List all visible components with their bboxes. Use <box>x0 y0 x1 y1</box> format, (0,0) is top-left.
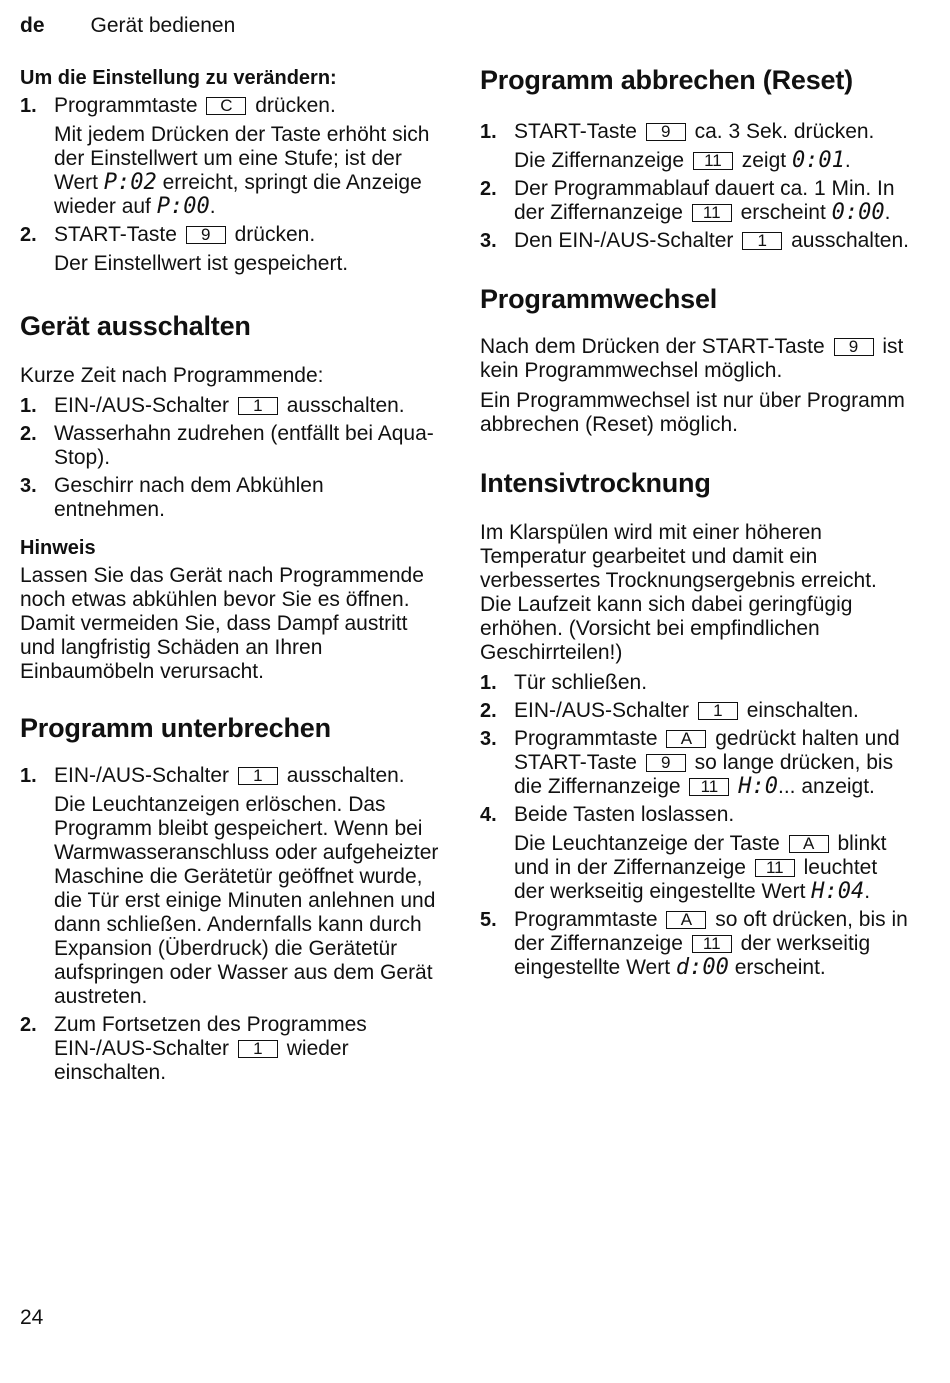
program-change-heading: Programmwechsel <box>480 284 718 314</box>
drying-step-3: 3. Programmtaste A gedrückt halten und START-Taste 9 so lange drücken, bis die Ziffernanzeige 11 H:0... anzeigt. <box>480 727 900 799</box>
right-column <box>480 64 910 984</box>
setting-step-2-detail: Der Einstellwert ist gespeichert. <box>54 252 349 275</box>
step-number: 3. <box>480 728 497 750</box>
interrupt-step-1: 1. EIN-/AUS-Schalter 1 ausschalten. Die Leuchtanzeigen erlöschen. Das Programm bleibt gespeichert. Wenn bei Warmwasseranschluss oder aufgeheizter Maschine die Gerätetür geöffnet wurde, die Tür erst einige Minuten anlehnen und dann schließen. Andernfalls kann durch Expansion (Überdruck) die Gerätetür aufspringen oder Wasser aus dem Gerät austreten. <box>20 764 439 1008</box>
switch-off-intro: Kurze Zeit nach Programmende: <box>20 364 324 387</box>
program-key-a: A <box>666 730 706 748</box>
section-title: Gerät bedienen <box>90 14 236 37</box>
left-column <box>20 66 440 1089</box>
switch-off-step-1: 1. EIN-/AUS-Schalter 1 ausschalten. <box>20 394 405 417</box>
setting-step-1 <box>20 94 440 219</box>
drying-step-2: 2. EIN-/AUS-Schalter 1 einschalten. <box>480 699 859 722</box>
program-key-c: C <box>206 97 246 115</box>
display-value: 0:01 <box>791 148 845 173</box>
start-key: 9 <box>646 123 686 141</box>
setting-section <box>20 66 440 276</box>
power-switch-key: 1 <box>238 397 278 415</box>
intensive-drying-heading: Intensivtrocknung <box>480 468 711 498</box>
step-number: 4. <box>480 804 497 826</box>
display-value: H:0 <box>738 774 778 799</box>
drying-step-4: 4. Beide Tasten loslassen. Die Leuchtanzeige der Taste A blinkt und in der Ziffernanzeige 11 leuchtet der werkseitig eingestellte Wert H:04. <box>480 803 910 904</box>
intensive-drying-section <box>480 467 910 980</box>
page-header <box>20 14 235 38</box>
reset-step-1-detail: Die Ziffernanzeige 11 zeigt 0:01. <box>514 148 851 173</box>
program-key-a: A <box>789 835 829 853</box>
power-switch-key: 1 <box>742 232 782 250</box>
switch-off-step-3: 3. Geschirr nach dem Abkühlen entnehmen. <box>20 474 324 521</box>
setting-step-2: 2. START-Taste 9 drücken. Der Einstellwert ist gespeichert. <box>20 223 440 276</box>
step-number: 1. <box>480 121 497 143</box>
digit-display-key: 11 <box>693 152 733 170</box>
language-label: de <box>20 14 45 37</box>
start-key: 9 <box>186 226 226 244</box>
interrupt-section <box>20 712 440 1085</box>
reset-section <box>480 64 910 253</box>
display-value: P:02 <box>103 170 157 195</box>
reset-heading: Programm abbrechen (Reset) <box>480 65 853 95</box>
power-switch-key: 1 <box>238 1040 278 1058</box>
step-number: 3. <box>20 475 37 497</box>
switch-off-step-2: 2. Wasserhahn zudrehen (entfällt bei Aqua-Stop). <box>20 422 434 469</box>
step-number: 1. <box>20 765 37 787</box>
step-number: 1. <box>480 672 497 694</box>
setting-step-1-detail: Mit jedem Drücken der Taste erhöht sich der Einstellwert um eine Stufe; ist der Wert P:02 erreicht, springt die Anzeige wieder auf P:00. <box>54 123 430 219</box>
power-switch-key: 1 <box>698 702 738 720</box>
program-change-section <box>480 283 910 437</box>
step-number: 2. <box>480 178 497 200</box>
intensive-drying-intro: Im Klarspülen wird mit einer höheren Temperatur gearbeitet und damit ein verbessertes Trocknungsergebnis erreicht. Die Laufzeit kann sich dabei geringfügig erhöhen. (Vorsicht bei empfindlichen Geschirrteilen!) <box>480 521 877 664</box>
digit-display-key: 11 <box>692 935 732 953</box>
step-number: 1. <box>20 95 37 117</box>
program-change-text-1: Nach dem Drücken der START-Taste 9 ist kein Programmwechsel möglich. <box>480 335 904 382</box>
display-value: d:00 <box>675 955 729 980</box>
program-change-text-2: Ein Programmwechsel ist nur über Programm abbrechen (Reset) möglich. <box>480 389 905 436</box>
start-key: 9 <box>834 338 874 356</box>
interrupt-step-2: 2. Zum Fortsetzen des Programmes EIN-/AUS-Schalter 1 wieder einschalten. <box>20 1013 367 1084</box>
drying-step-5: 5. Programmtaste A so oft drücken, bis in der Ziffernanzeige 11 der werkseitig eingestellte Wert d:00 erscheint. <box>480 908 908 980</box>
switch-off-section <box>20 310 440 684</box>
display-value: H:04 <box>811 879 865 904</box>
interrupt-heading: Programm unterbrechen <box>20 713 331 743</box>
setting-heading: Um die Einstellung zu verändern: <box>20 67 337 89</box>
display-value: P:00 <box>156 194 210 219</box>
digit-display-key: 11 <box>755 859 795 877</box>
step-number: 2. <box>20 1014 37 1036</box>
step-number: 2. <box>20 423 37 445</box>
start-key: 9 <box>646 754 686 772</box>
power-switch-key: 1 <box>238 767 278 785</box>
drying-step-1: 1. Tür schließen. <box>480 671 648 694</box>
reset-step-2: 2. Der Programmablauf dauert ca. 1 Min. In der Ziffernanzeige 11 erscheint 0:00. <box>480 177 895 225</box>
step-text: drücken. <box>255 94 336 117</box>
display-value: 0:00 <box>831 200 885 225</box>
page-number: 24 <box>20 1306 44 1329</box>
step-number: 1. <box>20 395 37 417</box>
drying-step-4-detail: Die Leuchtanzeige der Taste A blinkt und in der Ziffernanzeige 11 leuchtet der werkseitig eingestellte Wert H:04. <box>514 832 887 904</box>
step-number: 2. <box>20 224 37 246</box>
interrupt-step-1-detail: Die Leuchtanzeigen erlöschen. Das Programm bleibt gespeichert. Wenn bei Warmwasseranschluss oder aufgeheizter Maschine die Gerätetür geöffnet wurde, die Tür erst einige Minuten anlehnen und dann schließen. Andernfalls kann durch Expansion (Überdruck) die Gerätetür aufspringen oder Wasser aus dem Gerät austreten. <box>54 793 439 1008</box>
digit-display-key: 11 <box>689 778 729 796</box>
switch-off-heading: Gerät ausschalten <box>20 311 251 341</box>
digit-display-key: 11 <box>692 204 732 222</box>
reset-step-1: 1. START-Taste 9 ca. 3 Sek. drücken. Die Ziffernanzeige 11 zeigt 0:01. <box>480 120 910 173</box>
step-number: 2. <box>480 700 497 722</box>
program-key-a: A <box>666 911 706 929</box>
note-heading: Hinweis <box>20 537 96 559</box>
reset-step-3: 3. Den EIN-/AUS-Schalter 1 ausschalten. <box>480 229 910 252</box>
step-text: Programmtaste <box>54 94 198 117</box>
step-number: 5. <box>480 909 497 931</box>
note-text: Lassen Sie das Gerät nach Programmende noch etwas abkühlen bevor Sie es öffnen. Damit vermeiden Sie, dass Dampf austritt und langfristig Schäden an Ihren Einbaumöbeln verursacht. <box>20 564 424 683</box>
step-number: 3. <box>480 230 497 252</box>
